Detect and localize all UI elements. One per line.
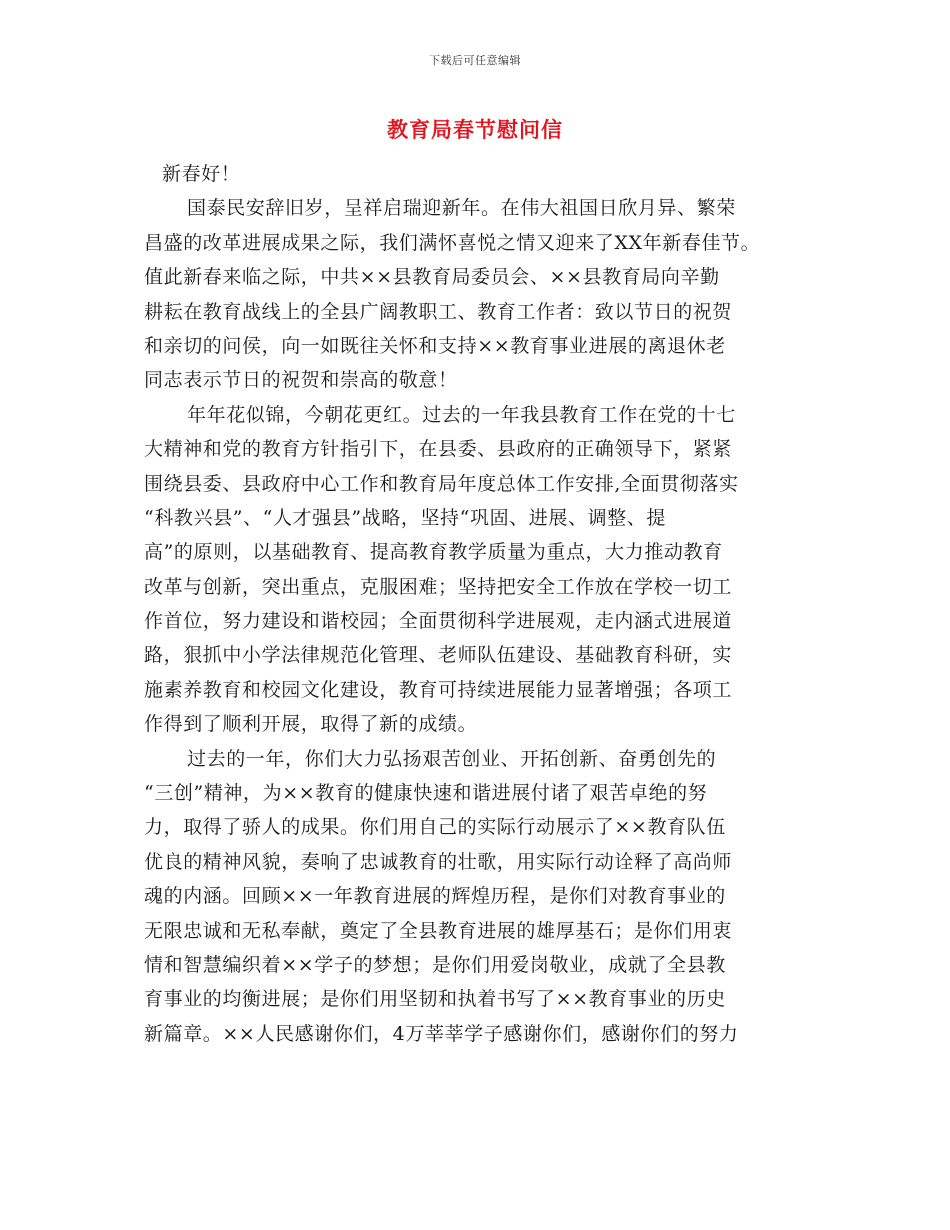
text-line: “科教兴县”、“人才强县”战略，坚持“巩固、进展、调整、提 bbox=[144, 506, 666, 529]
text-line: 围绕县委、县政府中心工作和教育局年度总体工作安排,全面贯彻落实 bbox=[144, 472, 739, 495]
text-line: 和亲切的问侯，向一如既往关怀和支持××教育事业进展的离退休老 bbox=[144, 334, 726, 357]
text-line: 昌盛的改革进展成果之际，我们满怀喜悦之情又迎来了XX年新春佳节。 bbox=[144, 231, 761, 254]
text-line: 作首位，努力建设和谐校园；全面贯彻科学进展观，走内涵式进展道 bbox=[144, 610, 733, 633]
letter-title: 教育局春节慰问信 bbox=[387, 117, 563, 142]
text-line: 作得到了顺利开展，取得了新的成绩。 bbox=[144, 713, 478, 736]
text-line: 魂的内涵。回顾××一年教育进展的辉煌历程，是你们对教育事业的 bbox=[144, 885, 726, 908]
text-line: 力，取得了骄人的成果。你们用自己的实际行动展示了××教育队伍 bbox=[144, 816, 726, 839]
text-line: 耕耘在教育战线上的全县广阔教职工、教育工作者：致以节日的祝贺 bbox=[144, 300, 733, 323]
text-line: 大精神和党的教育方针指引下，在县委、县政府的正确领导下，紧紧 bbox=[144, 438, 733, 461]
text-line: 无限忠诚和无私奉献，奠定了全县教育进展的雄厚基石；是你们用衷 bbox=[144, 919, 733, 942]
text-line: 育事业的均衡进展；是你们用坚韧和执着书写了××教育事业的历史 bbox=[144, 988, 726, 1011]
text-line: 国泰民安辞旧岁，呈祥启瑞迎新年。在伟大祖国日欣月异、繁荣 bbox=[187, 197, 736, 220]
text-line: 新篇章。××人民感谢你们，4万莘莘学子感谢你们，感谢你们的努力 bbox=[144, 1022, 739, 1045]
letter-body bbox=[144, 157, 824, 1051]
text-line: 情和智慧编织着××学子的梦想；是你们用爱岗敬业，成就了全县教 bbox=[144, 953, 726, 976]
text-line: 高”的原则，以基础教育、提高教育教学质量为重点，大力推动教育 bbox=[144, 541, 723, 564]
text-line: 优良的精神风貌，奏响了忠诚教育的壮歌，用实际行动诠释了高尚师 bbox=[144, 850, 733, 873]
text-line: 新春好！ bbox=[162, 163, 241, 185]
text-line: 路，狠抓中小学法律规范化管理、老师队伍建设、基础教育科研，实 bbox=[144, 644, 733, 667]
text-line: 施素养教育和校园文化建设，教育可持续进展能力显著增强；各项工 bbox=[144, 678, 733, 701]
text-line: 年年花似锦，今朝花更红。过去的一年我县教育工作在党的十七 bbox=[187, 403, 736, 426]
text-line: 值此新春来临之际，中共××县教育局委员会、××县教育局向辛勤 bbox=[144, 266, 720, 289]
header-note: 下载后可任意编辑 bbox=[429, 54, 521, 67]
text-line: 改革与创新，突出重点，克服困难；坚持把安全工作放在学校一切工 bbox=[144, 575, 733, 598]
text-line: 过去的一年，你们大力弘扬艰苦创业、开拓创新、奋勇创先的 bbox=[187, 747, 717, 770]
text-line: “三创”精神，为××教育的健康快速和谐进展付诸了艰苦卓绝的努 bbox=[144, 782, 708, 805]
text-line: 同志表示节日的祝贺和崇高的敬意！ bbox=[144, 369, 458, 392]
